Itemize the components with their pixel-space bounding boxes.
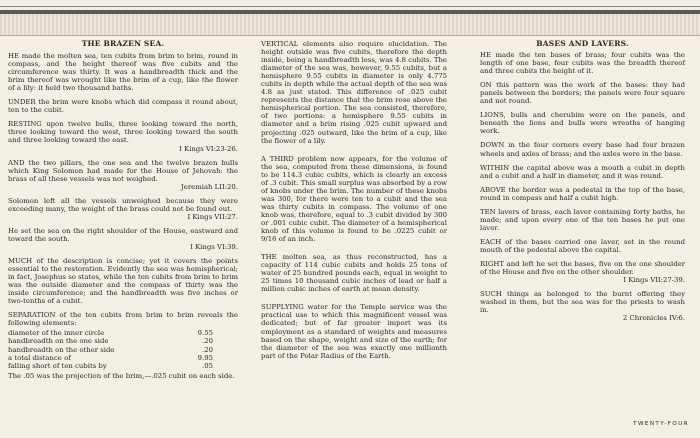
paragraph: VERTICAL elements also require elucidation. The height outside was five cubits, therefore the depth inside, being a handbreadth less, was 4.8 cubits. The diameter of the sea was, however, 9.55 cubits, but a hemisphere 9.55 cubits in diameter is only 4.775 cubits in depth while the actual depth of the sea was 4.8 as just stated. This difference of .025 cubit represents the distance that the brim rose above the hemispherical portion. The sea consisted, therefore, of two portions: a hemisphere 9.55 cubits in diameter and a brim rising .025 cubit upward and projecting .025 outward, like the brim of a cup, like the flower of a lily. [261,40,447,145]
paragraph: A THIRD problem now appears, for the volume of the sea, computed from these dimensions, is found to be 114.3 cubic cubits, which is clearly an excess of .3 cubit. This small surplus was absorbed by a row of knobs under the brim. The number of these knobs was 300, for there were ten to a cubit and the sea was thirty cubits in compass. The volume of one knob was, therefore, equal to .3 cubit divided by 300 or .001 cubic cubit. The diameter of a hemispherical knob of this volume is found to be .0225 cubit or 9/16 of an inch. [261,154,447,244]
paragraph [8,120,238,152]
paragraph: UNDER the brim were knobs which did compass it round about, ten to the cubit. [8,98,238,115]
paragraph [8,197,238,221]
scripture-reference: Jeremiah LII:20. [181,182,238,191]
paragraph: HE made the ten bases of brass; four cubits was the length of one base, four cubits was the breadth thereof and three cubits the height of it. [480,51,685,76]
scripture-reference: I Kings VI:23-26. [179,144,238,153]
paragraph-text: SUCH things as belonged to the burnt offering they washed in them, but the sea was for the priests to wash in. [480,290,685,315]
scripture-reference: I Kings VI:39. [190,242,238,251]
paragraph: MUCH of the description is concise; yet it covers the points essential to the restoration. Evidently the sea was hemispherical; in fact, Josephus so states, while the ten cubits from brim to brim was the outside diameter and the compass of thirty was the inside circumference; and the handbreadth was five inches or two-tenths of a cubit. [8,257,238,306]
list-item: diameter of the inner circle 9.55 [8,329,213,338]
paragraph [8,227,238,251]
scripture-reference: 2 Chronicles IV:6. [622,314,685,323]
paragraph: TEN lavers of brass, each laver containing forty baths, he made; and upon every one of the ten bases he put one laver. [480,207,685,232]
measurement-list [8,329,213,369]
paragraph [480,260,685,284]
paragraph: HE made the molten sea, ten cubits from brim to brim, round in compass, and the height thereof was five cubits and the circumference was thirty. It was a handbreadth thick and the brim thereof was wrought like the brim of a cup, like the flower of a lily: it held two thousand baths. [8,52,238,93]
paragraph: SUPPLYING water for the Temple service was the practical use to which this magnificent vessel was dedicated; but of far greater import was its employment as a standard of weights and measures based on the shape, weight and size of the earth; for the diameter of the sea was exactly one millionth part of the Polar Radius of the Earth. [261,303,447,360]
paragraph [8,159,238,191]
list-item: a total distance of 9.95 [8,353,213,362]
right-column [480,40,685,328]
list-item: falling short of ten cubits by .05 [8,361,213,370]
paragraph: LIONS, bulls and cherubim were on the panels, and beneath the lions and bulls were wreaths of hanging work. [480,111,685,136]
list-item: handbreadth on the one side .20 [8,337,213,346]
paragraph-text: RESTING upon twelve bulls, three looking toward the north, three looking toward the west, three looking toward the south and three looking toward the east. [8,120,238,145]
paragraph-text: Solomon left all the vessels unweighed because they were exceeding many, the weight of the brass could not be found out. [8,196,238,213]
paragraph-text: AND the two pillars, the one sea and the twelve brazen bulls which King Solomon had made for the House of Jehovah: the brass of all these vessels was not weighed. [8,158,238,183]
decorative-header-band [0,14,700,36]
list-item: handbreadth on the other side .20 [8,345,213,354]
paragraph: SEPARATION of the ten cubits from brim to brim reveals the following elements: [8,311,238,328]
middle-column [261,40,447,366]
paragraph: WITHIN the capital above was a mouth a cubit in depth and a cubit and a half in diameter, and it was round. [480,163,685,180]
paragraph-text: He set the sea on the right shoulder of the House, eastward and toward the south. [8,226,238,243]
paragraph: DOWN in the four corners every base had four brazen wheels and axles of brass; and the axles were in the base. [480,141,685,158]
paragraph: THE molten sea, as thus reconstructed, has a capacity of 114 cubic cubits and holds 25 tons of water of 25 hundred pounds each, equal in weight to 25 times 10 thousand cubic inches of lead or half a million cubic inches of earth at mean density. [261,253,447,294]
section-heading-brazen-sea: THE BRAZEN SEA. [81,39,165,48]
scripture-reference: I Kings VII:27. [187,212,238,221]
paragraph: The .05 was the projection of the brim,—.025 cubit on each side. [8,371,235,380]
paragraph-text: RIGHT and left he set the bases, five on the one shoulder of the House and five on the other shoulder. [480,259,685,277]
left-column [8,40,238,386]
paragraph: ON this pattern was the work of the bases: they had panels between the borders; the panels were four square and not round. [480,81,685,106]
paragraph: ABOVE the border was a pedestal in the top of the base, round in compass and half a cubit high. [480,185,685,202]
section-heading-bases-lavers: BASES AND LAVERS. [536,39,629,48]
page-number: TWENTY-FOUR [633,421,689,427]
paragraph: EACH of the bases carried one laver, set in the round mouth of the pedestal above the capital. [480,237,685,254]
scripture-reference: I Kings VII:27-39. [623,276,685,285]
paragraph [480,290,685,322]
